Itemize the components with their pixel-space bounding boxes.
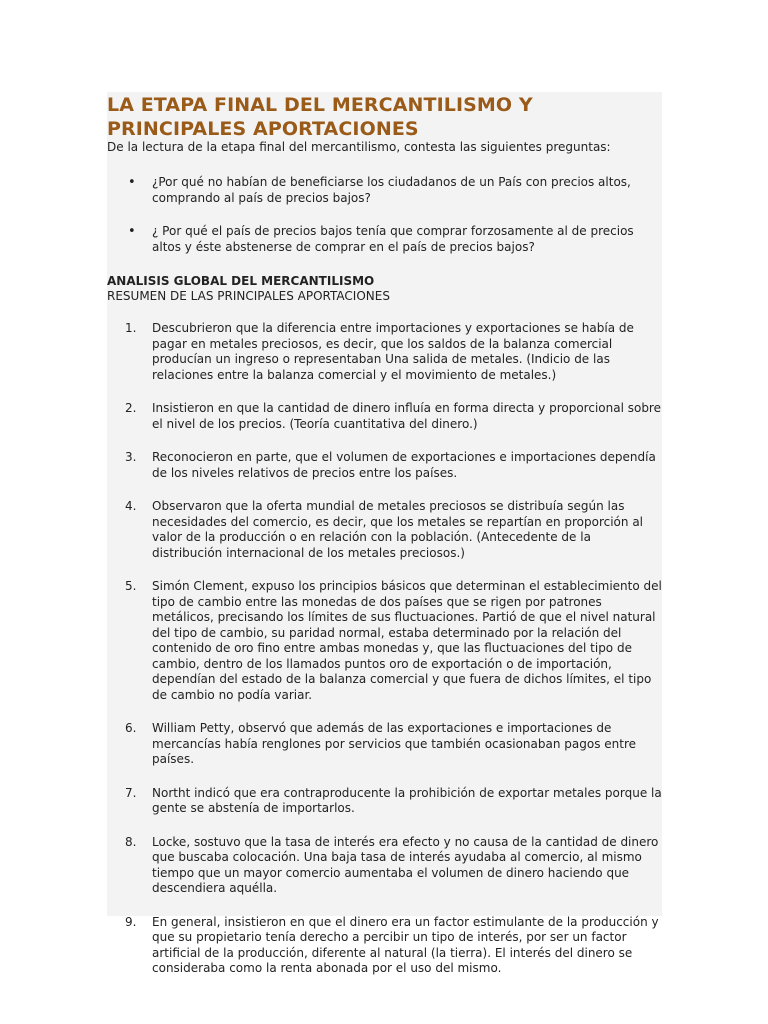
questions-list	[107, 175, 662, 273]
contributions-list	[107, 321, 662, 977]
contribution-item	[107, 786, 662, 817]
item-number: 1.	[125, 321, 137, 335]
contribution-item	[107, 915, 662, 977]
item-text: Northt indicó que era contraproducente la prohibición de exportar metales porque la gente se abstenía de importarlos.	[152, 785, 662, 815]
question-text: ¿ Por qué el país de precios bajos tenía que comprar forzosamente al de precios altos y éste abstenerse de comprar en el país de precios bajos?	[152, 224, 634, 254]
bullet-icon: •	[128, 224, 136, 239]
item-text: Locke, sostuvo que la tasa de interés era efecto y no causa de la cantidad de dinero que buscaba colocación. Una baja tasa de interés ayudaba al comercio, al mismo tiempo que un mayor comercio aumentaba el volumen de dinero haciendo que descendiera aquélla.	[152, 834, 659, 895]
contribution-item	[107, 321, 662, 383]
item-number: 9.	[125, 914, 137, 929]
item-number: 3.	[125, 450, 137, 464]
contribution-item	[107, 721, 662, 768]
contribution-item	[107, 835, 662, 897]
item-text: En general, insistieron en que el dinero era un factor estimulante de la producción y que su propietario tenía derecho a percibir un tipo de interés, por ser un factor artificial de la producción, diferente al natural (la tierra). El interés del dinero se consideraba como la renta abonada por el uso del mismo.	[152, 914, 659, 975]
question-item	[107, 224, 662, 255]
item-text: William Petty, observó que además de las exportaciones e importaciones de mercancías había renglones por servicios que también ocasionaban pagos entre países.	[152, 721, 637, 766]
question-item	[107, 175, 662, 206]
item-text: Reconocieron en parte, que el volumen de exportaciones e importaciones dependía de los niveles relativos de precios entre los países.	[152, 450, 656, 480]
item-text: Simón Clement, expuso los principios básicos que determinan el establecimiento del tipo de cambio entre las monedas de dos países que se rigen por patrones metálicos, precisando los límites de sus fluctuaciones. Partió de que el nivel natural del tipo de cambio, su paridad normal, estaba determinado por la relación del contenido de oro fino entre ambas monedas y, que las fluctuaciones del tipo de cambio, dentro de los llamados puntos oro de exportación o de importación, dependían del estado de la balanza comercial y que fuera de dichos límites, el tipo de cambio no podía variar.	[152, 579, 662, 702]
section-subtitle: RESUMEN DE LAS PRINCIPALES APORTACIONES	[107, 289, 390, 303]
contribution-item	[107, 579, 662, 703]
question-text: ¿Por qué no habían de beneficiarse los ciudadanos de un País con precios altos, comprando al país de precios bajos?	[152, 175, 631, 205]
contribution-item	[107, 401, 662, 432]
item-number: 6.	[125, 721, 137, 735]
item-number: 4.	[125, 499, 137, 513]
item-text: Observaron que la oferta mundial de metales preciosos se distribuía según las necesidades del comercio, es decir, que los metales se repartían en proporción al valor de la producción o en relación con la población. (Antecedente de la distribución internacional de los metales preciosos.)	[152, 499, 644, 560]
contribution-item	[107, 450, 662, 481]
item-number: 5.	[125, 579, 137, 593]
item-number: 2.	[125, 401, 137, 415]
item-number: 7.	[125, 785, 137, 800]
item-number: 8.	[125, 834, 137, 849]
document-title: LA ETAPA FINAL DEL MERCANTILISMO Y PRINCIPALES APORTACIONES	[107, 94, 533, 140]
item-text: Descubrieron que la diferencia entre importaciones y exportaciones se había de pagar en metales preciosos, es decir, que los saldos de la balanza comercial producían un ingreso o representaban Una salida de metales. (Indicio de las relaciones entre la balanza comercial y el movimiento de metales.)	[152, 321, 634, 382]
section-title: ANALISIS GLOBAL DEL MERCANTILISMO	[107, 274, 375, 288]
intro-text: De la lectura de la etapa final del mercantilismo, contesta las siguientes preguntas:	[107, 140, 611, 154]
contribution-item	[107, 499, 662, 561]
item-text: Insistieron en que la cantidad de dinero influía en forma directa y proporcional sobre el nivel de los precios. (Teoría cuantitativa del dinero.)	[152, 401, 661, 431]
bullet-icon: •	[128, 175, 136, 190]
